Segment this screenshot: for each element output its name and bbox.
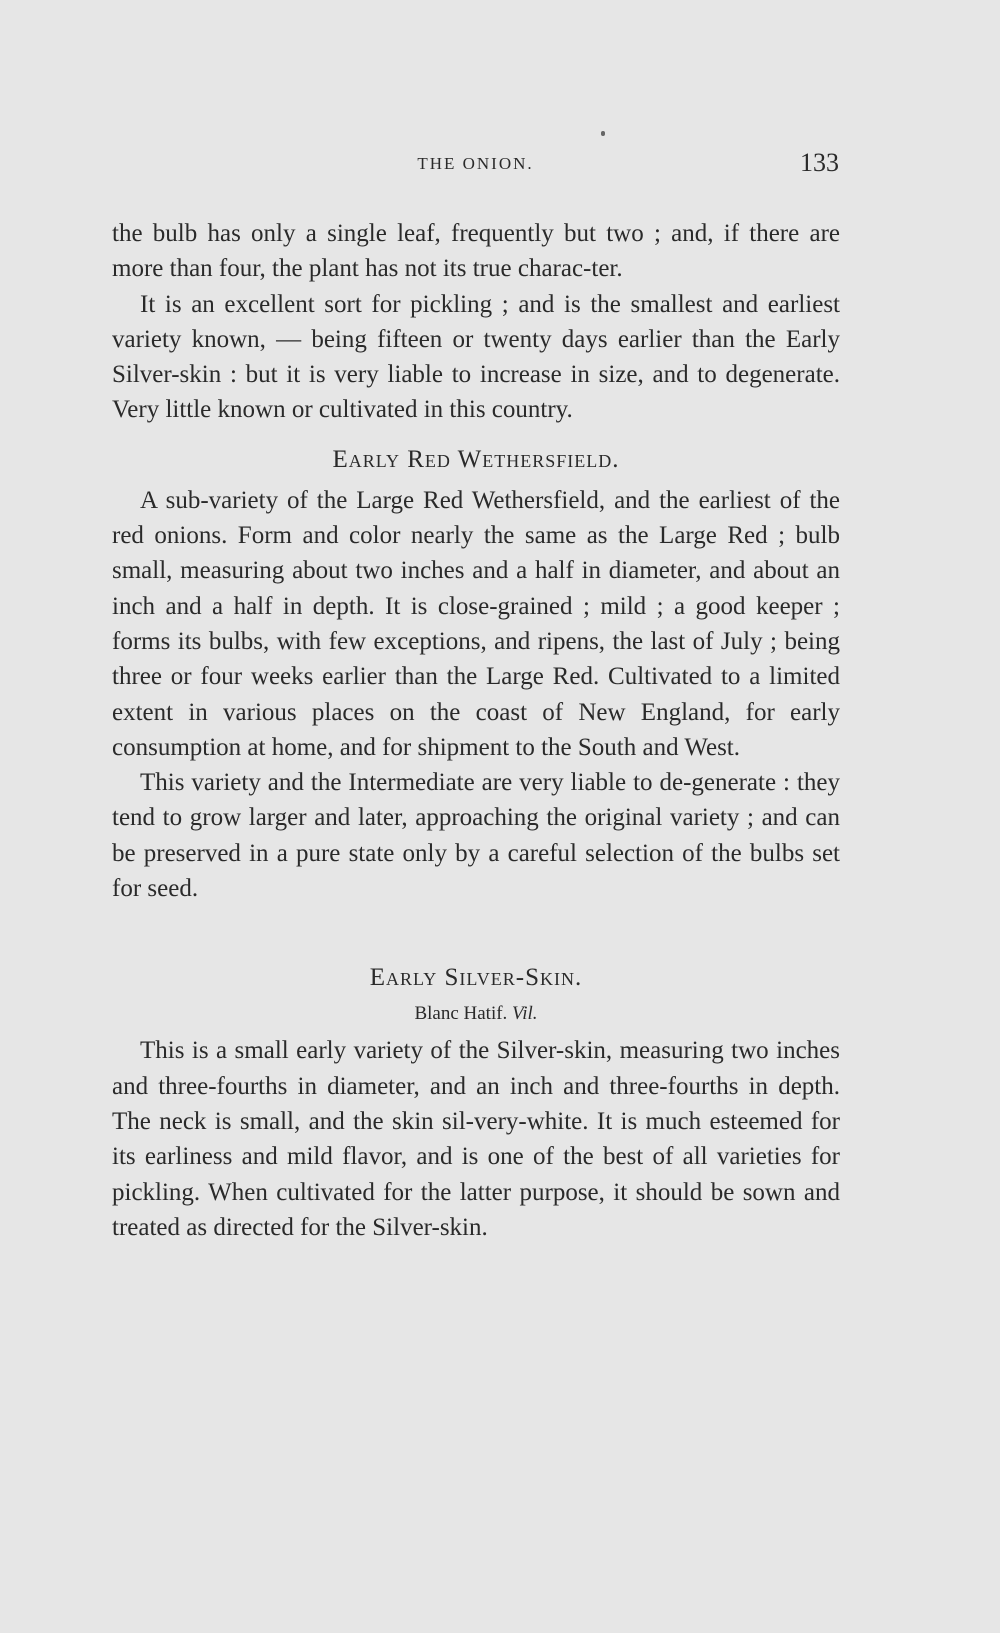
running-head xyxy=(112,148,839,184)
body-text xyxy=(112,216,840,1245)
paragraph-early-red-description: A sub-variety of the Large Red Wethersfield, and the earliest of the red onions. Form and color nearly the same as the Large Red ; bulb small, measuring about two inches and a half in diameter, and about an inch and a half in depth. It is close-grained ; mild ; a good keeper ; forms its bulbs, with few exceptions, and ripens, the last of July ; being three or four weeks earlier than the Large Red. Cultivated to a limited extent in various places on the coast of New England, for early consumption at home, and for shipment to the South and West. xyxy=(112,486,840,761)
synonym-authority: Vil. xyxy=(512,1003,538,1025)
paragraph-pickling: It is an excellent sort for pickling ; and is the smallest and earliest variety known, — being fifteen or twenty days earlier than the Early Silver-skin : but it is very liable to increase in size, and to degenerate. Very little known or cultivated in this country. xyxy=(112,290,840,424)
paragraph-early-red-degenerate: This variety and the Intermediate are very liable to de-generate : they tend to grow larger and later, approaching the original variety ; and can be preserved in a pure state only by a careful selection of the bulbs set for seed. xyxy=(112,769,840,903)
synonym-name: Blanc Hatif. xyxy=(414,1003,508,1025)
paragraph-early-silver-description: This is a small early variety of the Silver-skin, measuring two inches and three-fourths in diameter, and an inch and three-fourths in depth. The neck is small, and the skin sil-very-white. It is much esteemed for its earliness and mild flavor, and is one of the best of all varieties for pickling. When cultivated for the latter purpose, it should be sown and treated as directed for the Silver-skin. xyxy=(112,1037,840,1241)
continued-paragraph: the bulb has only a single leaf, frequently but two ; and, if there are more than four, the plant has not its true charac-ter. xyxy=(112,220,840,283)
synonym-line xyxy=(112,999,840,1029)
running-title: THE ONION. xyxy=(417,154,534,173)
ink-speck xyxy=(601,131,605,136)
page-number: 133 xyxy=(800,148,839,177)
heading-early-silver-skin: Early Silver-Skin. xyxy=(369,964,583,992)
heading-early-red-wethersfield: Early Red Wethersfield. xyxy=(332,445,620,473)
